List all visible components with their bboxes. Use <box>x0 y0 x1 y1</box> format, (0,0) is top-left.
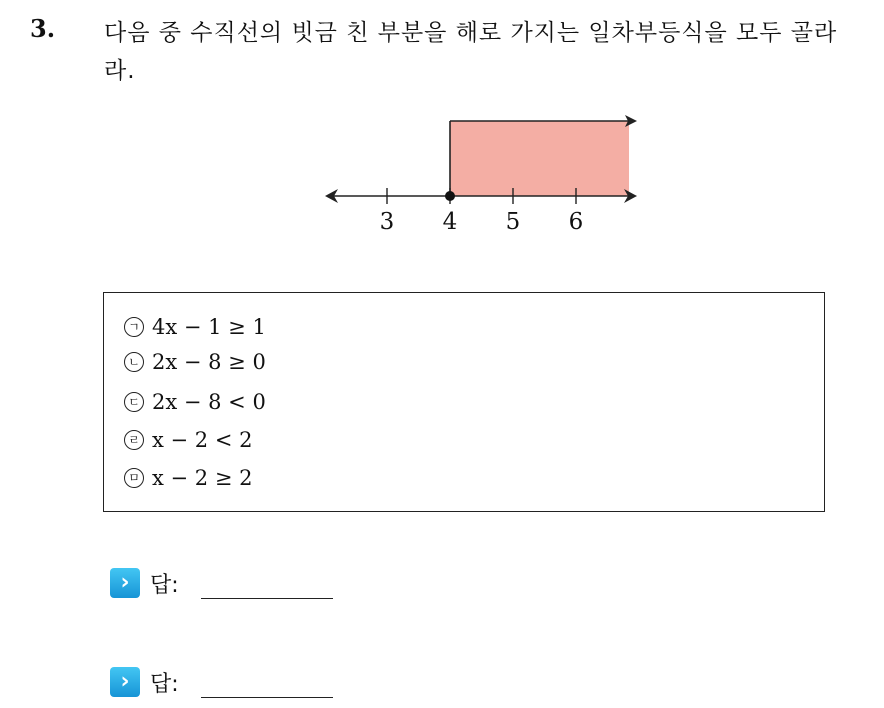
option-1 <box>124 310 266 344</box>
option-marker-icon: ㅁ <box>124 468 144 488</box>
answer-label: 답: <box>150 671 179 697</box>
option-expression: x − 2 ≥ 2 <box>152 466 253 490</box>
answer-input-1[interactable] <box>201 568 333 599</box>
option-expression: 2x − 8 < 0 <box>152 390 266 414</box>
tick-label-4: 4 <box>442 209 458 235</box>
question-text: 다음 중 수직선의 빗금 친 부분을 해로 가지는 일차부등식을 모두 골라라. <box>104 20 838 84</box>
option-marker-icon: ㄱ <box>124 317 144 337</box>
options-box <box>103 292 825 512</box>
option-4 <box>124 423 252 457</box>
option-marker-icon: ㄴ <box>124 352 144 372</box>
answer-row-1 <box>110 566 333 600</box>
tick-label-3: 3 <box>379 209 395 235</box>
option-2 <box>124 345 266 379</box>
tick-label-5: 5 <box>505 209 521 235</box>
option-expression: 2x − 8 ≥ 0 <box>152 350 266 374</box>
option-5 <box>124 461 252 495</box>
chevron-right-icon: › <box>110 667 140 697</box>
option-marker-icon: ㄹ <box>124 430 144 450</box>
option-expression: x − 2 < 2 <box>152 428 253 452</box>
chevron-right-icon: › <box>110 568 140 598</box>
closed-endpoint-dot <box>445 191 455 201</box>
answer-input-2[interactable] <box>201 667 333 698</box>
option-expression: 4x − 1 ≥ 1 <box>152 315 266 339</box>
solution-shaded-region <box>450 121 629 196</box>
answer-row-2 <box>110 665 333 699</box>
question-number: 3. <box>30 14 56 43</box>
tick-label-6: 6 <box>568 209 584 235</box>
option-marker-icon: ㄷ <box>124 392 144 412</box>
answer-label: 답: <box>150 572 179 598</box>
number-line <box>0 0 884 260</box>
option-3 <box>124 385 266 419</box>
